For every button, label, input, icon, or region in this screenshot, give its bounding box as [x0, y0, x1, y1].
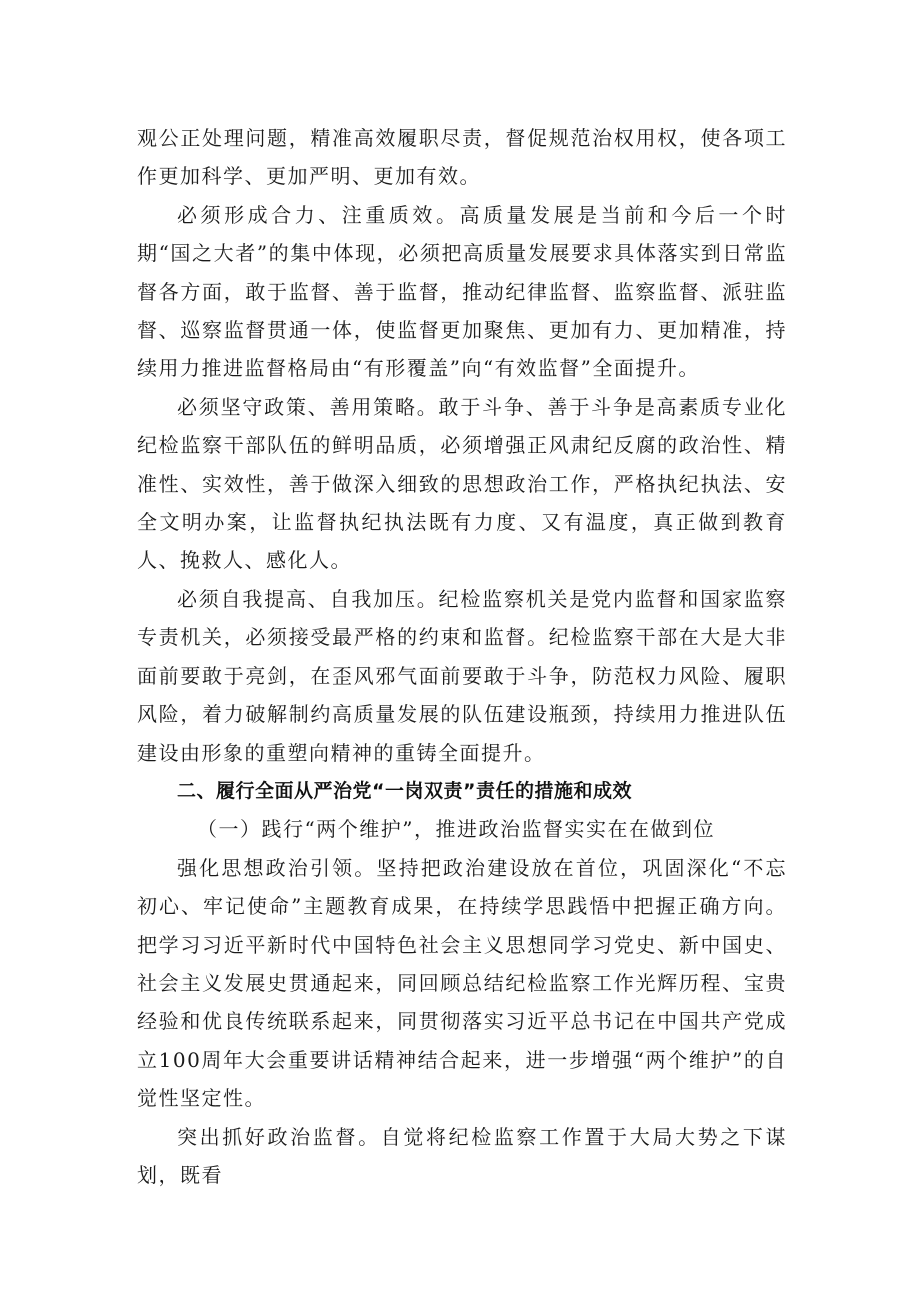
body-paragraph-self-improvement: 必须自我提高、自我加压。纪检监察机关是党内监督和国家监察专责机关，必须接受最严格的约束和监督。纪检监察干部在大是大非面前要敢于亮剑，在歪风邪气面前要敢于斗争，防范权力风险、履职风险，着力破解制约高质量发展的队伍建设瓶颈，持续用力推进队伍建设由形象的重塑向精神的重铸全面提升。 [137, 586, 787, 765]
body-paragraph-synergy: 必须形成合力、注重质效。高质量发展是当前和今后一个时期“国之大者”的集中体现，必须把高质量发展要求具体落实到日常监督各方面，敢于监督、善于监督，推动纪律监督、监察监督、派驻监督、巡察监督贯通一体，使监督更加聚焦、更加有力、更加精准，持续用力推进监督格局由“有形覆盖”向“有效监督”全面提升。 [137, 202, 787, 381]
body-paragraph-continued: 观公正处理问题，精准高效履职尽责，督促规范治权用权，使各项工作更加科学、更加严明、更加有效。 [137, 126, 787, 189]
subsection-heading: （一）践行“两个维护”，推进政治监督实实在在做到位 [197, 817, 715, 842]
section-heading: 二、履行全面从严治党“一岗双责”责任的措施和成效 [177, 779, 632, 802]
body-paragraph-ideology: 强化思想政治引领。坚持把政治建设放在首位，巩固深化“不忘初心、牢记使命”主题教育成果，在持续学思践悟中把握正确方向。把学习习近平新时代中国特色社会主义思想同学习党史、新中国史、社会主义发展史贯通起来，同回顾总结纪检监察工作光辉历程、宝贵经验和优良传统联系起来，同贯彻落实习近平总书记在中国共产党成立100周年大会重要讲话精神结合起来，进一步增强“两个维护”的自觉性坚定性。 [137, 855, 787, 1111]
body-paragraph-political-supervision: 突出抓好政治监督。自觉将纪检监察工作置于大局大势之下谋划，既看 [137, 1124, 787, 1187]
body-paragraph-policy: 必须坚守政策、善用策略。敢于斗争、善于斗争是高素质专业化纪检监察干部队伍的鲜明品质，必须增强正风肃纪反腐的政治性、精准性、实效性，善于做深入细致的思想政治工作，严格执纪执法、安全文明办案，让监督执纪执法既有力度、又有温度，真正做到教育人、挽救人、感化人。 [137, 394, 787, 573]
document-body [137, 119, 787, 1194]
